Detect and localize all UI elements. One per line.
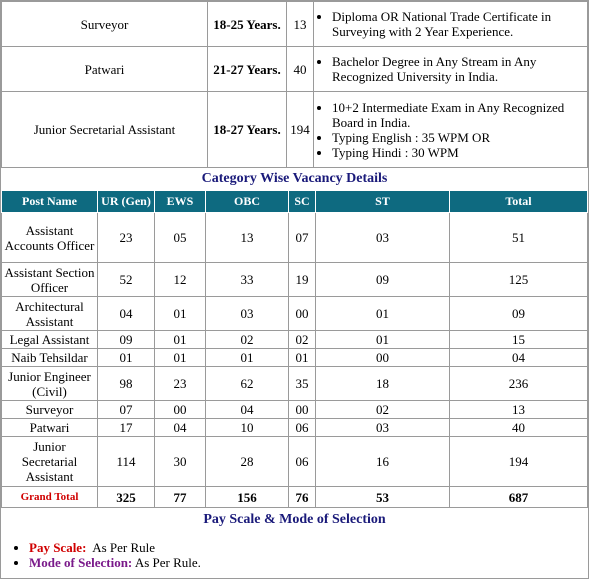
ews-total: 77: [155, 487, 206, 508]
post-name: Junior Secretarial Assistant: [2, 92, 208, 168]
table-row: [2, 401, 588, 419]
qualification-cell: [314, 92, 588, 168]
ur-count: 01: [98, 349, 155, 367]
sc-count: 07: [289, 213, 316, 263]
sc-count: 35: [289, 367, 316, 401]
obc-count: 62: [206, 367, 289, 401]
pay-scale-item: [29, 540, 588, 555]
obc-count: 13: [206, 213, 289, 263]
sc-count: 00: [289, 401, 316, 419]
ews-count: 04: [155, 419, 206, 437]
vacancy-header-row: [2, 191, 588, 213]
st-count: 03: [316, 213, 450, 263]
total-count: 04: [450, 349, 588, 367]
st-count: 00: [316, 349, 450, 367]
qualification-item: • Typing English : 35 WPM OR: [332, 130, 583, 145]
obc-count: 10: [206, 419, 289, 437]
st-count: 18: [316, 367, 450, 401]
mode-of-selection-label: Mode of Selection:: [29, 555, 133, 570]
post-name: Patwari: [2, 419, 98, 437]
obc-count: 28: [206, 437, 289, 487]
ews-count: 01: [155, 297, 206, 331]
st-count: 01: [316, 297, 450, 331]
qualification-cell: [314, 47, 588, 92]
st-count: 03: [316, 419, 450, 437]
eligibility-table: [1, 1, 588, 168]
post-count: 40: [287, 47, 314, 92]
post-count: 13: [287, 2, 314, 47]
mode-of-selection-value: As Per Rule.: [134, 555, 201, 570]
st-count: 16: [316, 437, 450, 487]
eligibility-row: [2, 92, 588, 168]
grand-total-row: [2, 487, 588, 508]
table-row: [2, 213, 588, 263]
qualification-item: • 10+2 Intermediate Exam in Any Recognized Board in India.: [332, 100, 583, 130]
eligibility-row: [2, 2, 588, 47]
grand-total-value: 687: [450, 487, 588, 508]
mode-of-selection-item: [29, 555, 588, 570]
table-row: [2, 331, 588, 349]
total-count: 125: [450, 263, 588, 297]
table-row: [2, 437, 588, 487]
vacancy-table: [1, 190, 588, 508]
sc-count: 06: [289, 419, 316, 437]
vacancy-body: [2, 213, 588, 508]
column-header: EWS: [155, 191, 206, 213]
sc-count: 19: [289, 263, 316, 297]
pay-scale-label: Pay Scale:: [29, 540, 87, 555]
table-row: [2, 297, 588, 331]
post-count: 194: [287, 92, 314, 168]
total-count: 15: [450, 331, 588, 349]
sc-count: 00: [289, 297, 316, 331]
ews-count: 23: [155, 367, 206, 401]
ur-total: 325: [98, 487, 155, 508]
post-name: Legal Assistant: [2, 331, 98, 349]
ews-count: 12: [155, 263, 206, 297]
pay-scale-value: As Per Rule: [92, 540, 156, 555]
age-limit: 18-25 Years.: [208, 2, 287, 47]
obc-count: 04: [206, 401, 289, 419]
post-name: Architectural Assistant: [2, 297, 98, 331]
ur-count: 98: [98, 367, 155, 401]
ews-count: 05: [155, 213, 206, 263]
qualification-cell: [314, 2, 588, 47]
column-header: Total: [450, 191, 588, 213]
vacancy-section-title: Category Wise Vacancy Details: [201, 171, 388, 186]
column-header: SC: [289, 191, 316, 213]
ur-count: 52: [98, 263, 155, 297]
column-header: Post Name: [2, 191, 98, 213]
ews-count: 01: [155, 331, 206, 349]
age-limit: 21-27 Years.: [208, 47, 287, 92]
table-row: [2, 419, 588, 437]
ur-count: 09: [98, 331, 155, 349]
post-name: Junior Engineer (Civil): [2, 367, 98, 401]
column-header: ST: [316, 191, 450, 213]
post-name: Surveyor: [2, 401, 98, 419]
st-count: 01: [316, 331, 450, 349]
obc-total: 156: [206, 487, 289, 508]
ews-count: 01: [155, 349, 206, 367]
total-count: 13: [450, 401, 588, 419]
post-name: Surveyor: [2, 2, 208, 47]
obc-count: 03: [206, 297, 289, 331]
ur-count: 04: [98, 297, 155, 331]
post-name: Assistant Accounts Officer: [2, 213, 98, 263]
post-name: Assistant Section Officer: [2, 263, 98, 297]
column-header: UR (Gen): [98, 191, 155, 213]
column-header: OBC: [206, 191, 289, 213]
qualification-item: • Typing Hindi : 30 WPM: [332, 145, 583, 160]
total-count: 09: [450, 297, 588, 331]
post-name: Junior Secretarial Assistant: [2, 437, 98, 487]
st-count: 02: [316, 401, 450, 419]
obc-count: 01: [206, 349, 289, 367]
pay-details-list: [1, 534, 588, 578]
qualification-item: • Diploma OR National Trade Certificate in Surveying with 2 Year Experience.: [332, 9, 583, 39]
table-row: [2, 349, 588, 367]
st-total: 53: [316, 487, 450, 508]
qualification-item: • Bachelor Degree in Any Stream in Any Recognized University in India.: [332, 54, 583, 84]
table-row: [2, 263, 588, 297]
ur-count: 23: [98, 213, 155, 263]
ur-count: 17: [98, 419, 155, 437]
ur-count: 07: [98, 401, 155, 419]
obc-count: 02: [206, 331, 289, 349]
pay-section-title: Pay Scale & Mode of Selection: [203, 512, 386, 527]
eligibility-row: [2, 47, 588, 92]
sc-count: 01: [289, 349, 316, 367]
age-limit: 18-27 Years.: [208, 92, 287, 168]
total-count: 194: [450, 437, 588, 487]
post-name: Patwari: [2, 47, 208, 92]
grand-total-label: Grand Total: [2, 487, 98, 508]
sc-total: 76: [289, 487, 316, 508]
ur-count: 114: [98, 437, 155, 487]
post-name: Naib Tehsildar: [2, 349, 98, 367]
obc-count: 33: [206, 263, 289, 297]
total-count: 40: [450, 419, 588, 437]
sc-count: 02: [289, 331, 316, 349]
ews-count: 00: [155, 401, 206, 419]
ews-count: 30: [155, 437, 206, 487]
total-count: 236: [450, 367, 588, 401]
sc-count: 06: [289, 437, 316, 487]
st-count: 09: [316, 263, 450, 297]
total-count: 51: [450, 213, 588, 263]
table-row: [2, 367, 588, 401]
